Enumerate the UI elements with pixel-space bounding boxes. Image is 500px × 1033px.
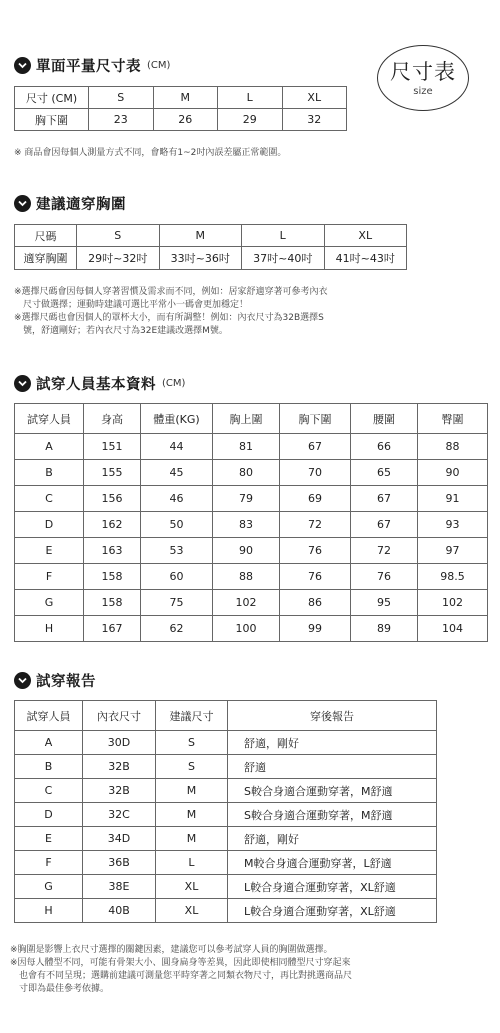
table-cell: M xyxy=(156,803,228,827)
table-cell: C xyxy=(15,779,83,803)
size-selection-notes xyxy=(14,286,328,338)
table-cell: 72 xyxy=(351,538,418,564)
note-line: ※選擇尺碼也會因個人的罩杯大小，而有所調整！例如：內衣尺寸為32B選擇S xyxy=(14,313,324,323)
column-header: 胸下圍 xyxy=(280,404,351,434)
table-cell: 86 xyxy=(280,590,351,616)
column-header: M xyxy=(153,87,218,109)
table-row xyxy=(15,564,488,590)
table-cell: D xyxy=(15,512,84,538)
table-cell: M xyxy=(156,827,228,851)
table-cell: 90 xyxy=(418,460,488,486)
column-header: 試穿人員 xyxy=(15,404,84,434)
table-cell: 76 xyxy=(351,564,418,590)
table-cell: S xyxy=(156,731,228,755)
badge-title: 尺寸表 xyxy=(390,60,456,84)
table-cell: 32B xyxy=(83,755,156,779)
table-cell: 158 xyxy=(84,590,141,616)
table-cell: 167 xyxy=(84,616,141,642)
table-cell: 102 xyxy=(418,590,488,616)
table-cell: H xyxy=(15,616,84,642)
table-row xyxy=(15,109,347,131)
table-cell: 88 xyxy=(418,434,488,460)
table-row xyxy=(15,512,488,538)
section-unit: (CM) xyxy=(147,60,171,71)
table-cell: 67 xyxy=(351,512,418,538)
chevron-down-icon xyxy=(14,375,31,392)
table-row xyxy=(15,538,488,564)
table-cell: S xyxy=(156,755,228,779)
table-cell: 91 xyxy=(418,486,488,512)
flat-size-table xyxy=(14,86,347,131)
table-cell: L較合身適合運動穿著，XL舒適 xyxy=(228,899,437,923)
table-cell: 102 xyxy=(213,590,280,616)
note-line: ※胸圍是影響上衣尺寸選擇的關鍵因素，建議您可以參考試穿人員的胸圍做選擇。 xyxy=(10,945,333,955)
table-row xyxy=(15,590,488,616)
recommended-bust-table xyxy=(14,224,407,270)
section-header-model-info xyxy=(14,373,185,394)
note-line: 寸即為最佳參考依據。 xyxy=(10,984,110,994)
table-row xyxy=(15,486,488,512)
table-cell: D xyxy=(15,803,83,827)
column-header: 臀圍 xyxy=(418,404,488,434)
table-cell: 155 xyxy=(84,460,141,486)
table-cell: 62 xyxy=(141,616,213,642)
column-header: 試穿人員 xyxy=(15,701,83,731)
table-cell: 36B xyxy=(83,851,156,875)
table-row xyxy=(15,779,437,803)
table-cell: 37吋~40吋 xyxy=(242,247,325,270)
table-cell: 75 xyxy=(141,590,213,616)
table-cell: 100 xyxy=(213,616,280,642)
table-cell: 90 xyxy=(213,538,280,564)
table-cell: E xyxy=(15,827,83,851)
table-cell: 97 xyxy=(418,538,488,564)
table-row xyxy=(15,827,437,851)
table-body xyxy=(15,225,407,270)
table-cell: H xyxy=(15,899,83,923)
table-cell: 76 xyxy=(280,564,351,590)
section-header-recommended-bust xyxy=(14,193,126,214)
table-cell: 50 xyxy=(141,512,213,538)
column-header: 穿後報告 xyxy=(228,701,437,731)
table-row xyxy=(15,803,437,827)
table-cell: 26 xyxy=(153,109,218,131)
table-cell: 95 xyxy=(351,590,418,616)
section-header-flat-size xyxy=(14,55,170,76)
chevron-down-icon xyxy=(14,195,31,212)
section-unit: (CM) xyxy=(162,378,186,389)
table-cell: 93 xyxy=(418,512,488,538)
table-cell: 舒適，剛好 xyxy=(228,731,437,755)
fitting-notes xyxy=(10,944,352,996)
table-cell: 67 xyxy=(351,486,418,512)
table-body xyxy=(15,404,488,642)
table-cell: 162 xyxy=(84,512,141,538)
table-cell: 98.5 xyxy=(418,564,488,590)
note-line: ※選擇尺碼會因每個人穿著習慣及需求而不同，例如：居家舒適穿著可參考內衣 xyxy=(14,287,328,297)
table-cell: 29 xyxy=(218,109,283,131)
column-header: 尺碼 xyxy=(15,225,77,247)
table-cell: C xyxy=(15,486,84,512)
table-row xyxy=(15,460,488,486)
table-cell: 88 xyxy=(213,564,280,590)
table-cell: 46 xyxy=(141,486,213,512)
column-header: S xyxy=(89,87,154,109)
column-header: L xyxy=(242,225,325,247)
table-cell: 適穿胸圍 xyxy=(15,247,77,270)
section-title: 試穿人員基本資料 xyxy=(36,377,156,393)
size-chart-badge xyxy=(377,45,469,111)
section-title: 試穿報告 xyxy=(36,674,96,690)
table-cell: A xyxy=(15,731,83,755)
table-cell: S較合身適合運動穿著，M舒適 xyxy=(228,779,437,803)
table-cell: L較合身適合運動穿著，XL舒適 xyxy=(228,875,437,899)
table-cell: B xyxy=(15,755,83,779)
table-cell: 158 xyxy=(84,564,141,590)
table-cell: 41吋~43吋 xyxy=(324,247,407,270)
column-header: S xyxy=(77,225,160,247)
table-cell: 99 xyxy=(280,616,351,642)
table-row xyxy=(15,851,437,875)
table-cell: 83 xyxy=(213,512,280,538)
table-cell: 60 xyxy=(141,564,213,590)
note-line: 尺寸做選擇；運動時建議可選比平常小一碼會更加穩定！ xyxy=(14,300,249,310)
table-cell: A xyxy=(15,434,84,460)
table-cell: 163 xyxy=(84,538,141,564)
table-cell: 胸下圍 xyxy=(15,109,89,131)
table-cell: 65 xyxy=(351,460,418,486)
table-cell: 34D xyxy=(83,827,156,851)
fitting-report-table xyxy=(14,700,437,923)
table-cell: G xyxy=(15,590,84,616)
table-cell: 53 xyxy=(141,538,213,564)
table-cell: 104 xyxy=(418,616,488,642)
table-cell: 70 xyxy=(280,460,351,486)
table-cell: 151 xyxy=(84,434,141,460)
chevron-down-icon xyxy=(14,57,31,74)
table-cell: 29吋~32吋 xyxy=(77,247,160,270)
table-cell: 81 xyxy=(213,434,280,460)
table-cell: 32 xyxy=(282,109,347,131)
column-header: XL xyxy=(324,225,407,247)
table-cell: 79 xyxy=(213,486,280,512)
table-row xyxy=(15,899,437,923)
table-cell: 69 xyxy=(280,486,351,512)
table-header-row xyxy=(15,87,347,109)
measurement-note: ※ 商品會因每個人測量方式不同，會略有1~2吋內誤差屬正常範圍。 xyxy=(14,148,287,158)
note-line: ※因每人體型不同，可能有骨架大小、圓身扁身等差異，因此即使相同體型尺寸穿起來 xyxy=(10,958,351,968)
table-cell: 32C xyxy=(83,803,156,827)
table-cell: 80 xyxy=(213,460,280,486)
table-cell: 32B xyxy=(83,779,156,803)
table-cell: XL xyxy=(156,875,228,899)
table-cell: 23 xyxy=(89,109,154,131)
table-row xyxy=(15,755,437,779)
note-line: 號，舒適剛好；若內衣尺寸為32E建議改選擇M號。 xyxy=(14,326,228,336)
column-header: 胸上圍 xyxy=(213,404,280,434)
section-header-fitting-report xyxy=(14,670,96,691)
table-cell: 156 xyxy=(84,486,141,512)
table-header-row xyxy=(15,701,437,731)
table-cell: M xyxy=(156,779,228,803)
table-cell: E xyxy=(15,538,84,564)
table-row xyxy=(15,731,437,755)
table-cell: G xyxy=(15,875,83,899)
table-body xyxy=(15,701,437,923)
table-cell: 舒適，剛好 xyxy=(228,827,437,851)
table-cell: S較合身適合運動穿著，M舒適 xyxy=(228,803,437,827)
table-cell: 67 xyxy=(280,434,351,460)
table-cell: 76 xyxy=(280,538,351,564)
table-row xyxy=(15,247,407,270)
section-title: 建議適穿胸圍 xyxy=(36,197,126,213)
chevron-down-icon xyxy=(14,672,31,689)
table-cell: 38E xyxy=(83,875,156,899)
column-header: XL xyxy=(282,87,347,109)
table-cell: M較合身適合運動穿著，L舒適 xyxy=(228,851,437,875)
column-header: 體重(KG) xyxy=(141,404,213,434)
section-title: 單面平量尺寸表 xyxy=(36,59,141,75)
table-cell: 66 xyxy=(351,434,418,460)
model-info-table xyxy=(14,403,488,642)
table-row xyxy=(15,434,488,460)
table-header-row xyxy=(15,404,488,434)
table-cell: 40B xyxy=(83,899,156,923)
table-cell: F xyxy=(15,851,83,875)
table-header-row xyxy=(15,225,407,247)
column-header: 身高 xyxy=(84,404,141,434)
column-header: 尺寸 (CM) xyxy=(15,87,89,109)
table-cell: 舒適 xyxy=(228,755,437,779)
table-body xyxy=(15,87,347,131)
column-header: M xyxy=(159,225,242,247)
table-cell: 89 xyxy=(351,616,418,642)
table-cell: F xyxy=(15,564,84,590)
table-cell: L xyxy=(156,851,228,875)
column-header: 腰圍 xyxy=(351,404,418,434)
column-header: L xyxy=(218,87,283,109)
table-cell: 30D xyxy=(83,731,156,755)
table-row xyxy=(15,616,488,642)
column-header: 內衣尺寸 xyxy=(83,701,156,731)
table-cell: XL xyxy=(156,899,228,923)
badge-subtitle: size xyxy=(413,86,433,97)
table-cell: 44 xyxy=(141,434,213,460)
note-line: 也會有不同呈現；選購前建議可測量您平時穿著之同類衣物尺寸，再比對挑選商品尺 xyxy=(10,971,353,981)
column-header: 建議尺寸 xyxy=(156,701,228,731)
table-row xyxy=(15,875,437,899)
table-cell: 33吋~36吋 xyxy=(159,247,242,270)
table-cell: 45 xyxy=(141,460,213,486)
table-cell: 72 xyxy=(280,512,351,538)
table-cell: B xyxy=(15,460,84,486)
